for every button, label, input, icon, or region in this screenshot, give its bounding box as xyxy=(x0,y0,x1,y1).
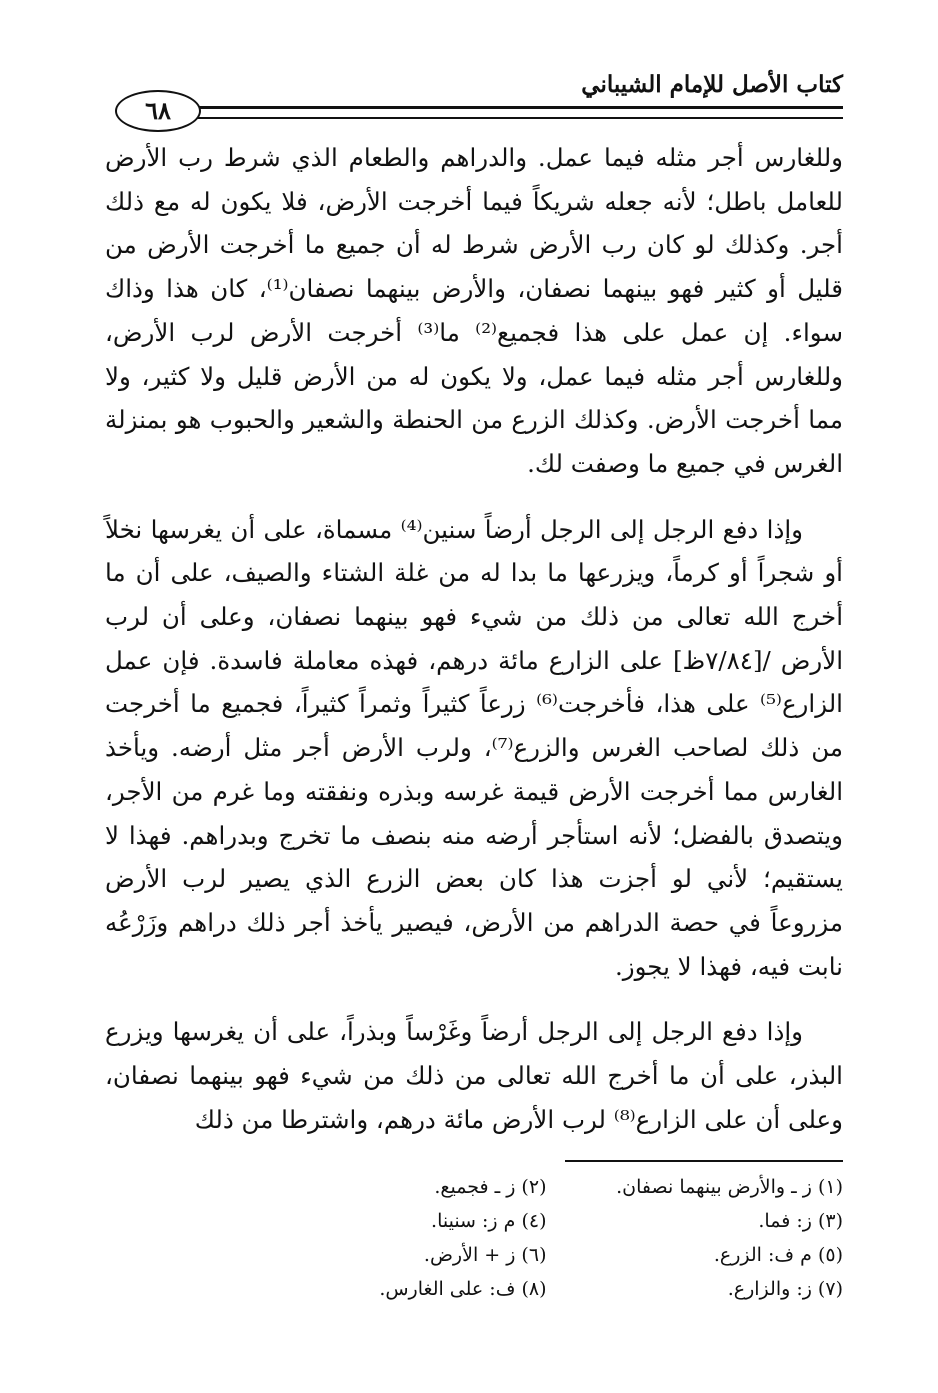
page-number: ٦٨ xyxy=(145,96,171,125)
paragraph-2: وإذا دفع الرجل إلى الرجل أرضاً سنين⁽⁴⁾ مسماة، على أن يغرسها نخلاً أو شجراً أو كرماً، ويزرعها ما بدا له من غلة الشتاء والصيف، على أن ما أخرج الله تعالى من ذلك من شيء فهو بينهما نصفان، وعلى أن لرب الأرض /[٧/٨٤ظ] على الزارع مائة درهم، فهذه معاملة فاسدة. فإن عمل الزارع⁽⁵⁾ على هذا، فأخرجت⁽⁶⁾ زرعاً كثيراً وثمراً كثيراً، فجميع ما أخرجت من ذلك لصاحب الغرس والزرع⁽⁷⁾، ولرب الأرض أجر مثل أرضه. ويأخذ الغارس مما أخرجت الأرض قيمة غرسه وبذره ونفقته وما غرم من الأجر، ويتصدق بالفضل؛ لأنه استأجر أرضه منه بنصف ما تخرج وبدراهم. فهذا لا يستقيم؛ لأني لو أجزت هذا كان بعض الزرع الذي يصير لرب الأرض مزروعاً في حصة الدراهم من الأرض، فيصير يأخذ أجر ذلك دراهم وزَرْعُه نابت فيه، فهذا لا يجوز. xyxy=(105,514,844,981)
footnote-3: (٣) ز: فما. xyxy=(758,1210,843,1232)
footnote-4: (٤) م ز: سنينا. xyxy=(431,1210,547,1232)
paragraph-3: وإذا دفع الرجل إلى الرجل أرضاً وغَرْساً وبذراً، على أن يغرسها ويزرع البذر، على أن ما أخرج الله تعالى من ذلك من شيء فهو بينهما نصفان، وعلى أن على الزارع⁽⁸⁾ لرب الأرض مائة درهم، واشترطا من ذلك xyxy=(105,1017,843,1134)
header-rule-thick xyxy=(120,106,843,109)
footnote-separator xyxy=(565,1160,843,1162)
footnote-7: (٧) ز: والزارع. xyxy=(727,1278,843,1300)
page-number-badge xyxy=(115,90,201,132)
running-header-title: كتاب الأصل للإمام الشيباني xyxy=(581,71,843,98)
main-text xyxy=(105,136,843,1141)
footnotes xyxy=(250,1170,843,1306)
footnote-8: (٨) ف: على الغارس. xyxy=(379,1278,547,1300)
footnote-6: (٦) ز + الأرض. xyxy=(423,1244,547,1266)
footnote-5: (٥) م ف: الزرع. xyxy=(713,1244,843,1266)
paragraph-1: وللغارس أجر مثله فيما عمل. والدراهم والطعام الذي شرط رب الأرض للعامل باطل؛ لأنه جعله شريكاً فيما أخرجت الأرض، فلا يكون له مع ذلك أجر. وكذلك لو كان رب الأرض شرط له أن جميع ما أخرجت الأرض من قليل أو كثير فهو بينهما نصفان، والأرض بينهما نصفان⁽¹⁾، كان هذا وذاك سواء. إن عمل على هذا فجميع⁽²⁾ ما⁽³⁾ أخرجت الأرض لرب الأرض، وللغارس أجر مثله فيما عمل، ولا يكون له من الأرض قليل ولا كثير، ولا مما أخرجت الأرض. وكذلك الزرع من الحنطة والشعير والحبوب هو بمنزلة الغرس في جميع ما وصفت لك. xyxy=(105,143,843,478)
footnote-2: (٢) ز ـ فجميع. xyxy=(434,1176,547,1198)
header-rule-thin xyxy=(120,117,843,119)
footnote-1: (١) ز ـ والأرض بينهما نصفان. xyxy=(616,1176,843,1198)
